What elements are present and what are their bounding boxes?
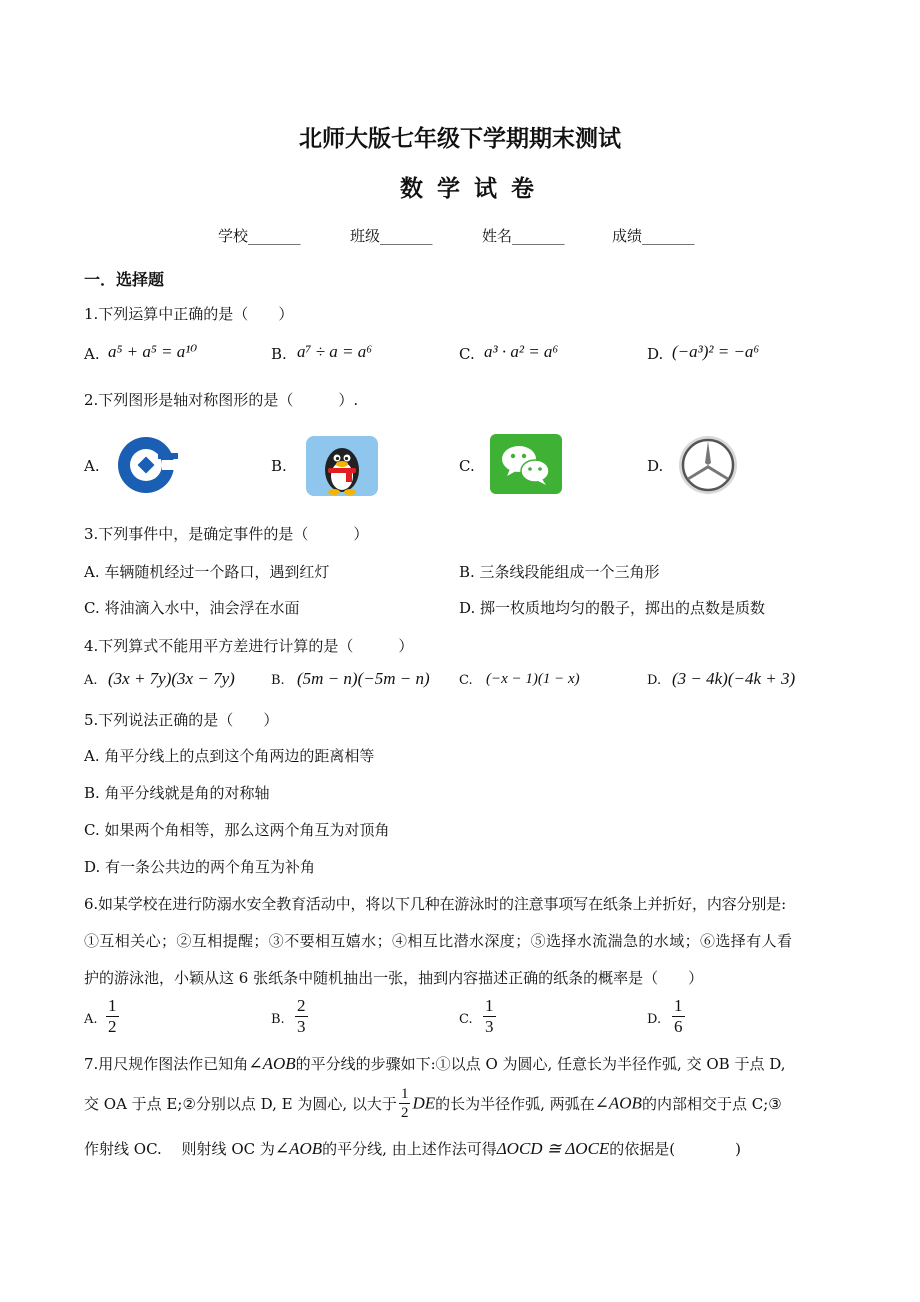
q4-label-b: B. [271, 673, 285, 688]
q7-l2-text-a: 交 OA 于点 E;②分别以点 D, E 为圆心, 以大于 [84, 1095, 397, 1113]
q5-stem: 5.下列说法正确的是（ ） [84, 711, 279, 729]
q5-option-b[interactable]: B. 角平分线就是角的对称轴 [84, 784, 270, 802]
q6-line-2: ①互相关心；②互相提醒；③不要相互嬉水；④相互比潜水深度；⑤选择水流湍急的水域；⑥选择有人看 [84, 932, 793, 950]
school-field[interactable]: 学校_______ [218, 227, 301, 245]
q6-label-a: A. [84, 1012, 98, 1027]
q7-l2-text-c: 的内部相交于点 C;③ [641, 1095, 782, 1113]
q4-stem: 4.下列算式不能用平方差进行计算的是（ ） [84, 637, 414, 655]
q4-label-a: A. [84, 673, 98, 688]
q7-line-3 [84, 1138, 741, 1159]
q3-option-a[interactable]: A. 车辆随机经过一个路口，遇到红灯 [84, 563, 330, 581]
q7-frac-denominator: 2 [400, 1105, 409, 1121]
q7-l3-text-a: 作射线 OC. 则射线 OC 为 [84, 1140, 275, 1158]
q4-option-a[interactable]: (3x + 7y)(3x − 7y) [108, 669, 235, 688]
q1-option-c[interactable]: a³ · a² = a⁶ [484, 342, 559, 361]
q3-option-c[interactable]: C. 将油滴入水中，油会浮在水面 [84, 599, 300, 617]
page-subtitle: 数学试卷 [400, 176, 548, 202]
q7-l1-text-a: 7.用尺规作图法作已知角 [84, 1055, 249, 1073]
q6-option-a[interactable] [106, 996, 119, 1037]
qq-penguin-icon[interactable] [306, 436, 378, 496]
q1-option-d[interactable]: (−a³)² = −a⁶ [672, 342, 760, 361]
q2-label-c: C. [459, 457, 475, 475]
q1-label-b: B. [271, 345, 287, 363]
q6-b-denominator: 3 [297, 1017, 306, 1036]
q7-l3-angle: ∠AOB [274, 1139, 323, 1158]
q2-label-b: B. [271, 457, 287, 475]
q6-line-3: 护的游泳池，小颖从这 6 张纸条中随机抽出一张，抽到内容描述正确的纸条的概率是（ ） [84, 969, 704, 987]
q4-option-d[interactable]: (3 − 4k)(−4k + 3) [672, 669, 796, 688]
wechat-icon[interactable] [490, 434, 562, 494]
q7-l2-fraction [399, 1085, 411, 1122]
q3-option-b[interactable]: B. 三条线段能组成一个三角形 [459, 563, 660, 581]
q1-label-c: C. [459, 345, 475, 363]
q6-c-denominator: 3 [485, 1017, 494, 1036]
q7-l3-text-c: 的依据是( ) [609, 1140, 742, 1158]
q7-l2-text-b: 的长为半径作弧, 两弧在 [435, 1095, 595, 1113]
q4-label-d: D. [647, 673, 662, 688]
q4-label-c: C. [459, 673, 473, 688]
q6-option-d[interactable] [672, 996, 685, 1037]
mercedes-logo-icon[interactable] [674, 434, 742, 496]
q7-line-1 [84, 1053, 785, 1074]
q7-l1-angle: ∠AOB [248, 1054, 296, 1073]
q6-label-d: D. [647, 1012, 662, 1027]
q6-c-numerator: 1 [485, 996, 494, 1015]
q6-line-1: 6.如某学校在进行防溺水安全教育活动中，将以下几种在游泳时的注意事项写在纸条上并折好，内容分别是: [84, 895, 787, 913]
q1-label-a: A. [84, 345, 100, 363]
q4-option-b[interactable]: (5m − n)(−5m − n) [297, 669, 430, 688]
q6-a-numerator: 1 [108, 996, 117, 1015]
name-field[interactable]: 姓名_______ [482, 227, 565, 245]
q2-stem: 2.下列图形是轴对称图形的是（ ）. [84, 391, 359, 409]
q7-line-2 [84, 1085, 782, 1122]
q1-label-d: D. [647, 345, 664, 363]
q7-l2-de: DE [412, 1093, 436, 1113]
q6-option-b[interactable] [295, 996, 308, 1037]
q4-option-c[interactable]: (−x − 1)(1 − x) [486, 671, 580, 687]
q6-d-numerator: 1 [674, 996, 683, 1015]
section-title: 一．选择题 [84, 270, 165, 289]
q6-b-numerator: 2 [297, 996, 306, 1015]
q7-frac-numerator: 1 [400, 1086, 409, 1102]
q6-d-denominator: 6 [674, 1017, 683, 1036]
class-field[interactable]: 班级_______ [350, 227, 433, 245]
q7-l2-angle: ∠AOB [594, 1093, 642, 1113]
q1-option-a[interactable]: a⁵ + a⁵ = a¹⁰ [108, 342, 198, 361]
q6-label-b: B. [271, 1012, 285, 1027]
q6-label-c: C. [459, 1012, 473, 1027]
ccb-logo-icon[interactable] [108, 434, 186, 496]
q7-l1-text-b: 的平分线的步骤如下:①以点 O 为圆心, 任意长为半径作弧, 交 OB 于点 D, [295, 1055, 786, 1073]
q6-a-denominator: 2 [108, 1017, 117, 1036]
q2-label-a: A. [84, 457, 100, 475]
q7-l3-congruence: ΔOCD ≅ ΔOCE [496, 1139, 610, 1158]
q7-l3-text-b: 的平分线, 由上述作法可得 [322, 1140, 497, 1158]
q3-stem: 3.下列事件中，是确定事件的是（ ） [84, 525, 369, 543]
q5-option-a[interactable]: A. 角平分线上的点到这个角两边的距离相等 [84, 747, 375, 765]
q1-option-b[interactable]: a⁷ ÷ a = a⁶ [297, 342, 373, 361]
q3-option-d[interactable]: D. 掷一枚质地均匀的骰子，掷出的点数是质数 [459, 599, 766, 617]
q5-option-d[interactable]: D. 有一条公共边的两个角互为补角 [84, 858, 316, 876]
q2-label-d: D. [647, 457, 664, 475]
score-field[interactable]: 成绩_______ [612, 227, 695, 245]
q6-option-c[interactable] [483, 996, 496, 1037]
q1-stem: 1.下列运算中正确的是（ ） [84, 305, 294, 323]
q5-option-c[interactable]: C. 如果两个角相等，那么这两个角互为对顶角 [84, 821, 390, 839]
page-title: 北师大版七年级下学期期末测试 [299, 126, 621, 152]
